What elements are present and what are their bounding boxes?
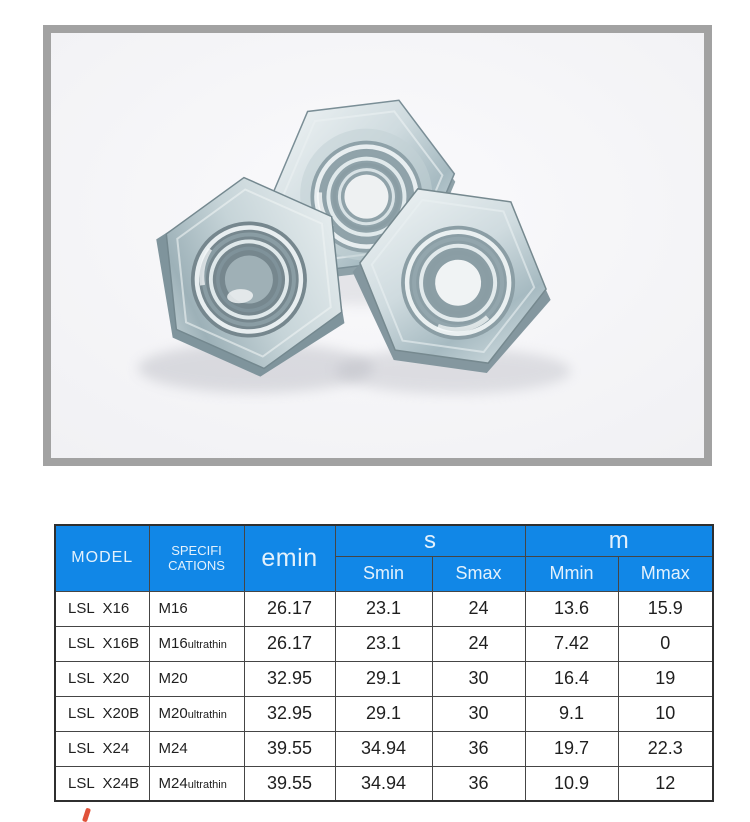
smin-value: 29.1 [335,661,432,696]
smax-value: 36 [432,731,525,766]
specifications-line1: SPECIFI [171,543,222,559]
spec-suffix: ultrathin [187,778,227,791]
emin-value: 39.55 [244,731,335,766]
mmin-value: 13.6 [525,591,618,626]
col-header-model: MODEL [55,525,149,591]
smax-value: 36 [432,766,525,801]
smin-value: 34.94 [335,731,432,766]
smax-value: 30 [432,696,525,731]
col-header-mmin: Mmin [525,556,618,591]
spec-size: M16 [158,635,188,652]
emin-value: 39.55 [244,766,335,801]
spec-table [54,524,714,802]
model-cell: LSL X20B [55,696,149,731]
mmax-value: 15.9 [618,591,713,626]
partial-red-mark [82,808,91,822]
spec-cell [149,766,244,801]
mmin-value: 7.42 [525,626,618,661]
model-cell: LSL X20 [55,661,149,696]
col-header-emin: emin [244,525,335,591]
model-cell: LSL X24B [55,766,149,801]
mmin-value: 9.1 [525,696,618,731]
table-row [55,591,713,626]
table-row [55,696,713,731]
table-row [55,766,713,801]
mmax-value: 0 [618,626,713,661]
col-group-header-m: m [525,525,713,556]
spec-suffix: ultrathin [187,709,227,721]
table-row [55,731,713,766]
mmax-value: 19 [618,661,713,696]
mmax-value: 22.3 [618,731,713,766]
product-photo-frame [43,25,712,466]
spec-cell [149,696,244,731]
specifications-line2: CATIONS [168,558,225,574]
emin-value: 32.95 [244,661,335,696]
col-header-specifications [149,525,244,591]
model-cell: LSL X16B [55,626,149,661]
table-row [55,661,713,696]
spec-size: M24 [158,774,188,792]
col-header-smax: Smax [432,556,525,591]
col-header-mmax: Mmax [618,556,713,591]
spec-suffix: ultrathin [187,639,227,651]
spec-size: M24 [158,740,188,757]
emin-value: 26.17 [244,591,335,626]
smin-value: 23.1 [335,591,432,626]
smax-value: 24 [432,626,525,661]
emin-value: 26.17 [244,626,335,661]
product-photo-hex-nuts [51,33,704,458]
col-header-smin: Smin [335,556,432,591]
smax-value: 30 [432,661,525,696]
smax-value: 24 [432,591,525,626]
spec-size: M20 [158,705,188,722]
spec-size: M16 [158,600,188,617]
smin-value: 23.1 [335,626,432,661]
smin-value: 34.94 [335,766,432,801]
spec-cell [149,591,244,626]
smin-value: 29.1 [335,696,432,731]
model-cell: LSL X24 [55,731,149,766]
mmax-value: 12 [618,766,713,801]
mmax-value: 10 [618,696,713,731]
col-group-header-s: s [335,525,525,556]
mmin-value: 19.7 [525,731,618,766]
spec-cell [149,626,244,661]
model-cell: LSL X16 [55,591,149,626]
spec-size: M20 [158,670,188,687]
table-row [55,626,713,661]
emin-value: 32.95 [244,696,335,731]
mmin-value: 16.4 [525,661,618,696]
spec-cell [149,731,244,766]
spec-cell [149,661,244,696]
mmin-value: 10.9 [525,766,618,801]
